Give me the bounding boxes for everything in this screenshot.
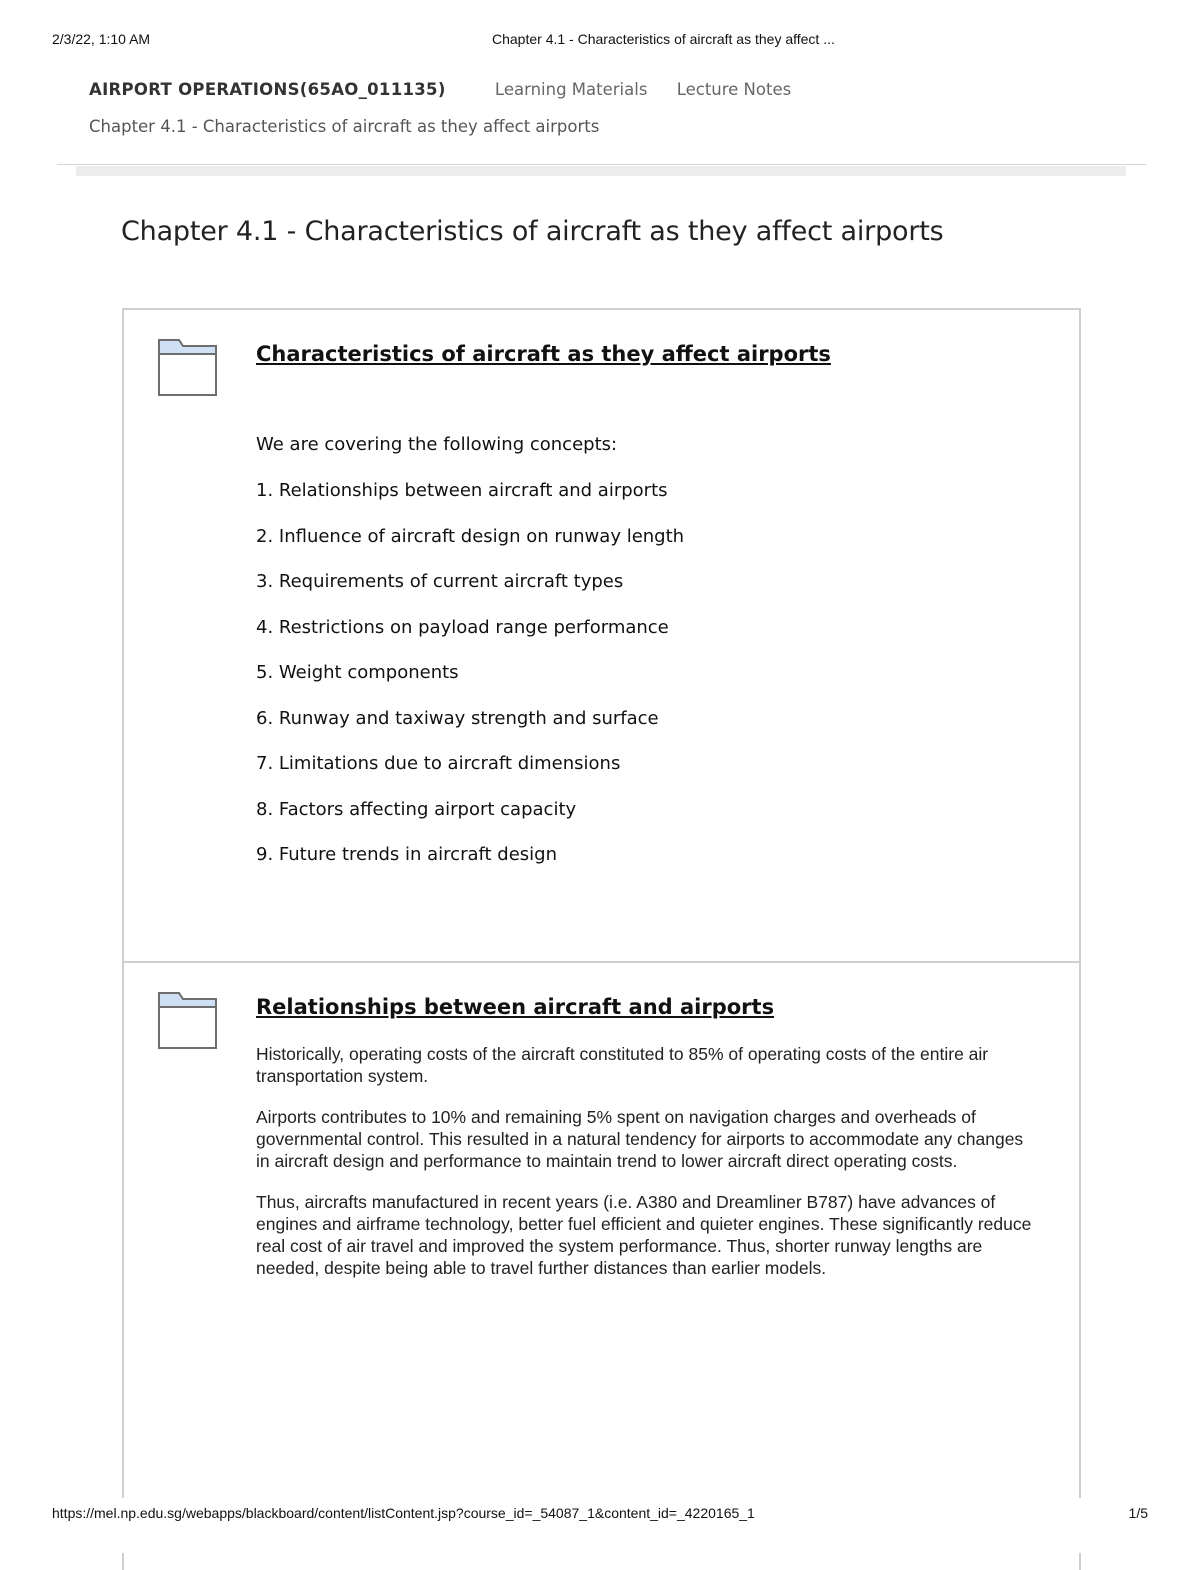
list-item: 3. Requirements of current aircraft types: [256, 571, 624, 592]
print-url: https://mel.np.edu.sg/webapps/blackboard/content/listContent.jsp?course_id=_54087_1&content_id=_4220165_1: [52, 1505, 755, 1521]
content-item: [124, 310, 1079, 963]
print-datetime: 2/3/22, 1:10 AM: [52, 31, 151, 47]
content-body: [256, 1043, 1036, 1298]
list-item: 8. Factors affecting airport capacity: [256, 798, 577, 820]
content-item-title-link[interactable]: Characteristics of aircraft as they affect airports: [256, 342, 831, 366]
print-doc-title: Chapter 4.1 - Characteristics of aircraft as they affect ...: [492, 31, 835, 47]
list-item: 4. Restrictions on payload range performance: [256, 616, 669, 638]
paragraph: Airports contributes to 10% and remaining 5% spent on navigation charges and overheads of governmental control. This resulted in a natural tendency for airports to accommodate any changes in aircraft design and performance to maintain trend to lower aircraft direct operating costs.: [256, 1107, 1024, 1171]
breadcrumb-learning-materials-link[interactable]: Learning Materials: [494, 80, 648, 99]
list-item: 1. Relationships between aircraft and airports: [256, 480, 668, 501]
print-header: [52, 31, 1148, 49]
list-item: 6. Runway and taxiway strength and surface: [256, 707, 659, 729]
folder-icon: [157, 990, 219, 1052]
breadcrumb-current-page: Chapter 4.1 - Characteristics of aircraft as they affect airports: [89, 117, 600, 136]
print-page-number: 1/5: [1128, 1505, 1148, 1521]
content-intro: We are covering the following concepts:: [256, 434, 618, 455]
header-divider: [57, 164, 1146, 165]
breadcrumb: [89, 80, 791, 99]
concept-list: [256, 480, 684, 890]
paragraph: Historically, operating costs of the aircraft constituted to 85% of operating costs of the entire air transportation system.: [256, 1044, 989, 1086]
content-list: [122, 308, 1081, 1570]
header-band: [76, 166, 1126, 176]
list-item: 5. Weight components: [256, 662, 459, 683]
breadcrumb-lecture-notes-link[interactable]: Lecture Notes: [676, 80, 792, 99]
list-item: 7. Limitations due to aircraft dimensions: [256, 753, 621, 774]
list-item: 2. Influence of aircraft design on runway length: [256, 525, 685, 547]
folder-icon: [157, 337, 219, 399]
breadcrumb-course-link[interactable]: AIRPORT OPERATIONS(65AO_011135): [89, 80, 446, 99]
list-item: 9. Future trends in aircraft design: [256, 844, 558, 865]
print-footer: [52, 1505, 1148, 1523]
paragraph: Thus, aircrafts manufactured in recent years (i.e. A380 and Dreamliner B787) have advances of engines and airframe technology, better fuel efficient and quieter engines. These significantly reduce real cost of air travel and improved the system performance. Thus, shorter runway lengths are needed, despite being able to travel further distances than earlier models.: [256, 1192, 1032, 1278]
content-item: [124, 963, 1079, 1563]
page-title: Chapter 4.1 - Characteristics of aircraft as they affect airports: [121, 216, 944, 247]
content-item-title-link[interactable]: Relationships between aircraft and airports: [256, 995, 775, 1019]
